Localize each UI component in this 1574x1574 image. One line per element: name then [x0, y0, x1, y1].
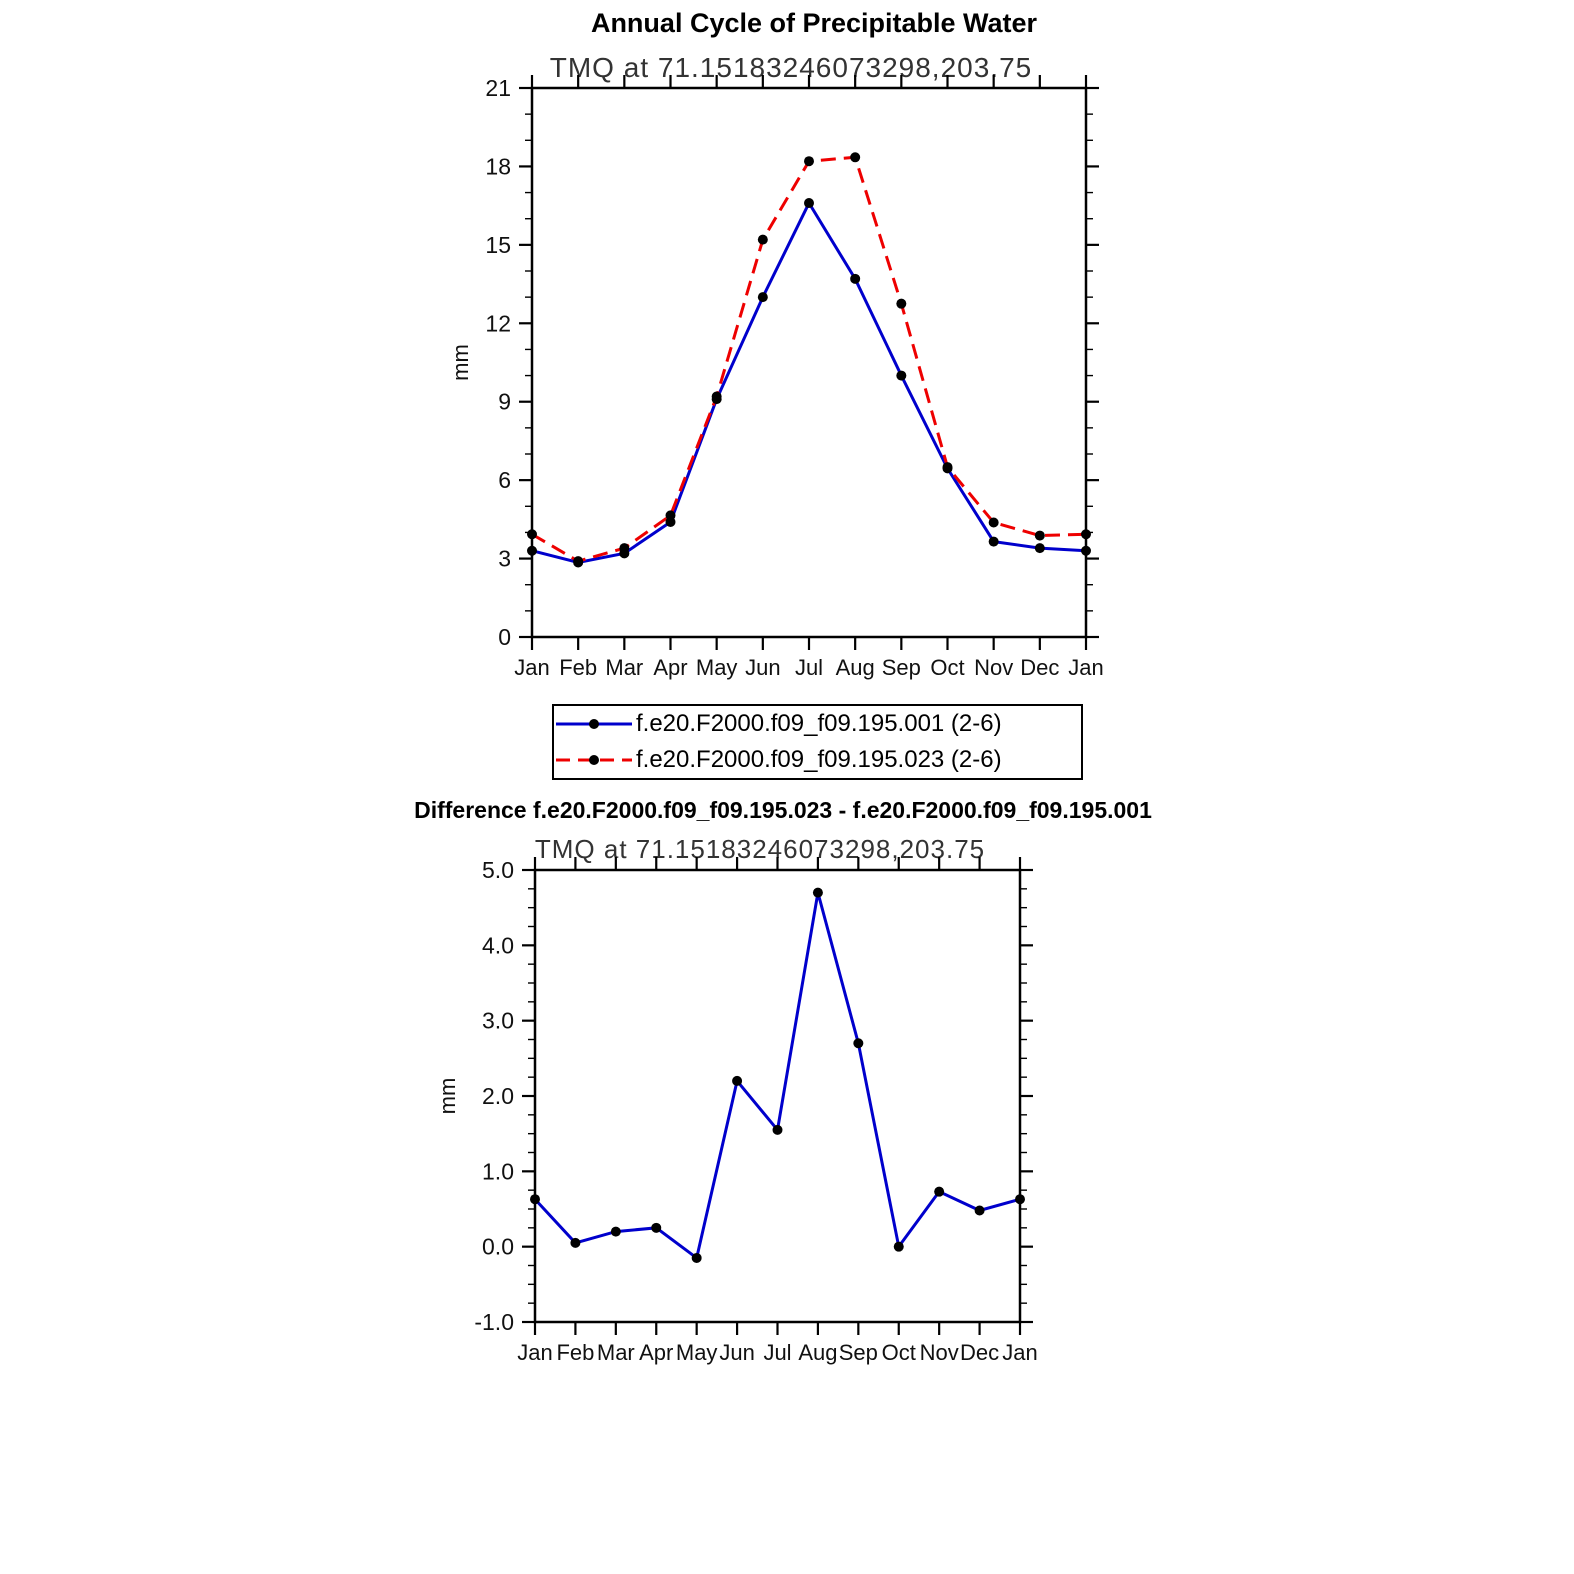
svg-text:Jun: Jun — [745, 655, 781, 680]
svg-text:5.0: 5.0 — [482, 857, 514, 883]
svg-text:Sep: Sep — [838, 1340, 878, 1365]
svg-text:Jan: Jan — [517, 1340, 553, 1365]
svg-text:3: 3 — [498, 545, 511, 572]
svg-text:Nov: Nov — [919, 1340, 959, 1365]
svg-text:Jan: Jan — [1068, 655, 1104, 680]
svg-text:May: May — [695, 655, 738, 680]
svg-text:4.0: 4.0 — [482, 932, 514, 959]
svg-text:Sep: Sep — [881, 655, 921, 680]
svg-text:18: 18 — [485, 153, 511, 180]
legend-label-series1: f.e20.F2000.f09_f09.195.001 (2-6) — [636, 710, 1002, 737]
legend — [552, 704, 1083, 780]
legend-marker-dot — [589, 719, 599, 729]
svg-text:9: 9 — [498, 388, 511, 415]
svg-text:2.0: 2.0 — [482, 1083, 514, 1109]
legend-item-series1 — [554, 706, 1081, 742]
svg-text:-1.0: -1.0 — [474, 1309, 514, 1335]
legend-label-series2: f.e20.F2000.f09_f09.195.023 (2-6) — [636, 746, 1002, 773]
svg-text:Jul: Jul — [763, 1340, 792, 1365]
svg-text:Dec: Dec — [1020, 655, 1060, 680]
svg-text:Mar: Mar — [605, 655, 644, 680]
svg-text:Jan: Jan — [1002, 1340, 1038, 1365]
svg-text:Jan: Jan — [514, 655, 550, 680]
svg-text:0: 0 — [498, 624, 511, 650]
svg-text:Feb: Feb — [559, 655, 598, 680]
svg-text:Nov: Nov — [974, 655, 1014, 680]
series1-line-sample — [554, 714, 634, 734]
svg-text:Feb: Feb — [556, 1340, 595, 1365]
chart1-subtitle: TMQ at 71.15183246073298,203.75 — [549, 52, 1033, 83]
difference-chart — [380, 830, 1180, 1410]
svg-text:6: 6 — [498, 467, 511, 494]
svg-text:Aug: Aug — [835, 655, 875, 680]
svg-text:Jun: Jun — [719, 1340, 755, 1365]
svg-text:12: 12 — [485, 310, 511, 337]
svg-text:mm: mm — [448, 344, 473, 381]
svg-text:Mar: Mar — [596, 1340, 635, 1365]
annual-cycle-chart — [380, 50, 1180, 730]
svg-text:Oct: Oct — [881, 1340, 916, 1365]
chart2-title: Difference f.e20.F2000.f09_f09.195.023 - f.e20.F2000.f09_f09.195.001 — [414, 797, 1152, 823]
svg-text:Aug: Aug — [798, 1340, 838, 1365]
svg-text:3.0: 3.0 — [482, 1007, 514, 1034]
svg-text:Oct: Oct — [930, 655, 965, 680]
svg-text:21: 21 — [485, 75, 511, 101]
chart1-title: Annual Cycle of Precipitable Water — [590, 8, 1038, 38]
chart2-subtitle: TMQ at 71.15183246073298,203.75 — [534, 834, 986, 864]
series2-line-sample — [554, 750, 634, 770]
legend-marker-dot — [589, 755, 599, 765]
svg-text:Dec: Dec — [960, 1340, 1000, 1365]
svg-text:0.0: 0.0 — [482, 1233, 514, 1260]
svg-text:May: May — [675, 1340, 718, 1365]
svg-text:Apr: Apr — [639, 1340, 674, 1365]
svg-text:Jul: Jul — [794, 655, 824, 680]
svg-text:mm: mm — [435, 1077, 460, 1115]
svg-text:1.0: 1.0 — [482, 1158, 514, 1185]
svg-text:15: 15 — [485, 231, 511, 258]
legend-item-series2 — [554, 742, 1081, 778]
svg-text:Apr: Apr — [653, 655, 688, 680]
